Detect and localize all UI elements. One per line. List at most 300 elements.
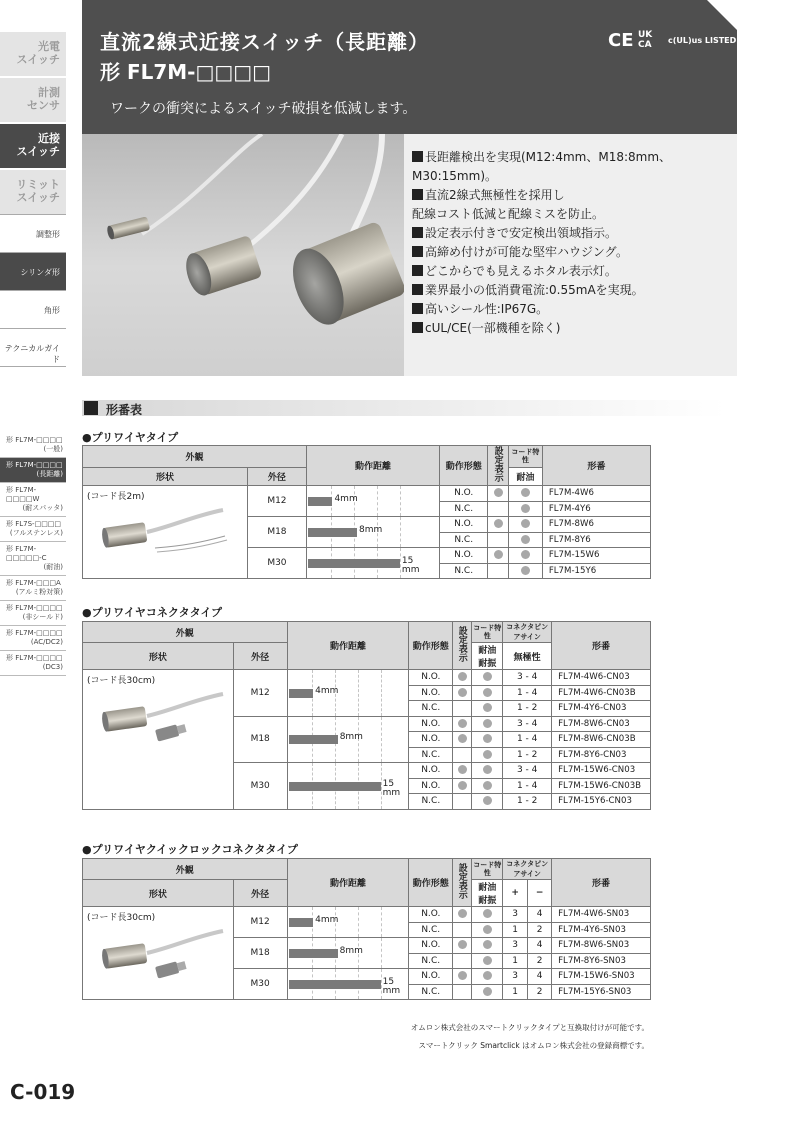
table-body (83, 907, 651, 1000)
ce-mark-icon: CE (608, 30, 634, 51)
plus-pin-cell: 3 (503, 907, 528, 923)
model-cell: FL7M-8Y6-SN03 (552, 953, 651, 969)
feature-text: 高締め付けが可能な堅牢ハウジング。 (425, 245, 628, 259)
header-setting-display-text: 設定表示 (456, 626, 467, 662)
header-setting-display (488, 446, 509, 486)
bullet-square-icon (412, 227, 423, 238)
subcategory-cylinder[interactable]: シリンダ形 (0, 253, 66, 291)
oil-cell (472, 938, 503, 954)
subcategory-square[interactable]: 角形 (0, 291, 66, 329)
header-mode: 動作形態 (409, 859, 453, 907)
shape-cell (83, 670, 234, 810)
model-nav-note: (フルステンレス) (9, 529, 63, 537)
model-nav-model: 形 FL7M-□□□□ (6, 436, 63, 444)
cord-length-note: (コード長2m) (87, 492, 145, 502)
header-oil: 耐油 耐振 (472, 880, 503, 907)
model-nav-note: (一般) (43, 445, 63, 453)
model-nav-item[interactable] (0, 651, 66, 676)
available-dot-icon (483, 940, 492, 949)
mode-cell: N.C. (440, 501, 488, 517)
mode-cell: N.O. (409, 778, 453, 794)
header-cord-props: コード特性 (472, 859, 503, 880)
feature-item (412, 224, 737, 243)
model-nav-note: (AC/DC2) (30, 638, 63, 646)
header-shape: 形状 (83, 880, 234, 907)
table-title-prewire: ●プリワイヤタイプ (82, 431, 179, 444)
model-index (0, 433, 66, 676)
header-diameter: 外径 (233, 643, 287, 670)
pins-cell: 3 - 4 (503, 670, 552, 686)
category-tabs (0, 32, 66, 216)
bullet-square-icon (412, 265, 423, 276)
grid-line (381, 907, 382, 937)
feature-text: 業界最小の低消費電流:0.55mAを実現。 (425, 283, 644, 297)
section-heading (82, 400, 726, 416)
table-row (83, 907, 651, 923)
grid-line (400, 548, 401, 578)
table-title-quicklock: ●プリワイヤクイックロックコネクタタイプ (82, 843, 298, 856)
setting-display-cell (488, 486, 509, 502)
section-marker-icon (84, 401, 98, 415)
model-cell: FL7M-8Y6-CN03 (552, 747, 651, 763)
header-nonpolar: 無極性 (503, 643, 552, 670)
model-table-prewire (82, 445, 651, 579)
oil-cell (472, 701, 503, 717)
feature-item (412, 319, 737, 338)
model-nav-item[interactable] (0, 542, 66, 576)
grid-line (381, 670, 382, 716)
setting-display-cell (488, 548, 509, 564)
model-nav-item[interactable] (0, 483, 66, 517)
available-dot-icon (494, 550, 503, 559)
model-cell: FL7M-15Y6-CN03 (552, 794, 651, 810)
distance-cell (287, 907, 409, 938)
table-title-prewire-connector: ●プリワイヤコネクタタイプ (82, 606, 223, 619)
feature-text: 設定表示付きで安定検出領域指示。 (425, 226, 618, 240)
header-distance: 動作距離 (287, 859, 409, 907)
model-nav-note: (アルミ粉対策) (15, 588, 63, 596)
available-dot-icon (483, 750, 492, 759)
plus-pin-cell: 1 (503, 984, 528, 1000)
diameter-cell: M30 (233, 763, 287, 810)
header-diameter: 外径 (233, 880, 287, 907)
header-model: 形番 (552, 859, 651, 907)
distance-cell (287, 670, 409, 717)
setting-display-cell (488, 501, 509, 517)
available-dot-icon (521, 488, 530, 497)
header-connector-pins: コネクタピンアサイン (503, 859, 552, 880)
model-cell: FL7M-8W6 (542, 517, 650, 533)
available-dot-icon (483, 971, 492, 980)
distance-bar (308, 497, 333, 506)
category-tab-photoelectric[interactable]: 光電 スイッチ (0, 32, 66, 76)
distance-cell (306, 548, 439, 579)
model-table-quicklock (82, 858, 651, 1000)
minus-pin-cell: 2 (528, 922, 552, 938)
available-dot-icon (483, 781, 492, 790)
grid-line (358, 907, 359, 937)
diameter-cell: M18 (247, 517, 306, 548)
model-cell: FL7M-15W6-CN03B (552, 778, 651, 794)
section-title: 形番表 (106, 403, 143, 417)
feature-item (412, 186, 737, 224)
setting-display-cell (453, 984, 472, 1000)
bullet-square-icon (412, 189, 423, 200)
mode-cell: N.O. (409, 763, 453, 779)
oil-cell (472, 778, 503, 794)
oil-cell (472, 732, 503, 748)
feature-item (412, 281, 737, 300)
oil-cell (508, 548, 542, 564)
distance-bar (289, 782, 381, 791)
header-setting-display-text: 設定表示 (456, 863, 467, 899)
mode-cell: N.C. (440, 532, 488, 548)
header-row (83, 446, 651, 468)
model-nav-model: 形 FL7M-□□□□W (6, 486, 40, 503)
feature-text: どこからでも見えるホタル表示灯。 (425, 264, 617, 278)
oil-cell (472, 670, 503, 686)
model-table-prewire-connector (82, 621, 651, 810)
table-head (83, 622, 651, 670)
available-dot-icon (458, 940, 467, 949)
model-cell: FL7M-8W6-SN03 (552, 938, 651, 954)
mode-cell: N.C. (409, 701, 453, 717)
bullet-square-icon (412, 322, 423, 333)
mode-cell: N.C. (440, 563, 488, 579)
available-dot-icon (483, 672, 492, 681)
oil-cell (472, 969, 503, 985)
available-dot-icon (483, 956, 492, 965)
available-dot-icon (458, 781, 467, 790)
header-shape: 形状 (83, 643, 234, 670)
model-cell: FL7M-4W6-CN03 (552, 670, 651, 686)
available-dot-icon (483, 688, 492, 697)
available-dot-icon (521, 535, 530, 544)
diameter-cell: M30 (233, 969, 287, 1000)
available-dot-icon (494, 519, 503, 528)
mode-cell: N.O. (440, 548, 488, 564)
oil-cell (508, 486, 542, 502)
model-cell: FL7M-8Y6 (542, 532, 650, 548)
mode-cell: N.O. (409, 670, 453, 686)
oil-cell (472, 922, 503, 938)
model-nav-note: (DC3) (42, 663, 63, 671)
mode-cell: N.C. (409, 984, 453, 1000)
minus-pin-cell: 2 (528, 953, 552, 969)
sensor-photo-illustration (82, 134, 404, 376)
header-plus: + (503, 880, 528, 907)
diameter-cell: M18 (233, 716, 287, 763)
model-cell: FL7M-15W6 (542, 548, 650, 564)
shape-cell (83, 907, 234, 1000)
pins-cell: 1 - 2 (503, 794, 552, 810)
setting-display-cell (453, 670, 472, 686)
distance-label: 8mm (339, 946, 363, 956)
mode-cell: N.O. (409, 685, 453, 701)
oil-cell (472, 685, 503, 701)
table-row (83, 486, 651, 502)
distance-bar (308, 559, 400, 568)
table-body (83, 670, 651, 810)
grid-line (381, 938, 382, 968)
distance-label: 8mm (358, 525, 383, 535)
model-cell: FL7M-4W6-CN03B (552, 685, 651, 701)
grid-line (358, 670, 359, 716)
cord-length-note: (コード長30cm) (87, 913, 156, 923)
oil-cell (472, 984, 503, 1000)
pins-cell: 3 - 4 (503, 716, 552, 732)
pins-cell: 1 - 4 (503, 732, 552, 748)
model-nav-model: 形 FL7M-□□□□ (6, 604, 63, 612)
oil-cell (472, 763, 503, 779)
table-head (83, 859, 651, 907)
model-cell: FL7M-4Y6 (542, 501, 650, 517)
oil-cell (508, 563, 542, 579)
model-cell: FL7M-4W6 (542, 486, 650, 502)
mode-cell: N.O. (440, 517, 488, 533)
model-nav-model: 形 FL7M-□□□□ (6, 461, 63, 469)
setting-display-cell (453, 747, 472, 763)
header-setting-display (453, 859, 472, 907)
pins-cell: 1 - 2 (503, 747, 552, 763)
pins-cell: 3 - 4 (503, 763, 552, 779)
model-nav-item[interactable] (0, 601, 66, 626)
header-shape: 形状 (83, 467, 248, 485)
model-cell: FL7M-4Y6-SN03 (552, 922, 651, 938)
setting-display-cell (453, 778, 472, 794)
distance-label: 8mm (339, 732, 363, 743)
minus-pin-cell: 4 (528, 969, 552, 985)
model-nav-model: 形 FL7M-□□□A (6, 579, 61, 587)
feature-text: cUL/CE(一部機種を除く) (425, 321, 561, 335)
diameter-cell: M12 (247, 486, 306, 517)
distance-label: 4mm (334, 494, 358, 504)
bullet-square-icon (412, 284, 423, 295)
grid-line (381, 717, 382, 763)
mode-cell: N.O. (409, 716, 453, 732)
model-nav-model: 形 FL7M-□□□□ (6, 654, 63, 662)
available-dot-icon (483, 925, 492, 934)
model-cell: FL7M-4W6-SN03 (552, 907, 651, 923)
oil-cell (472, 794, 503, 810)
cord-length-note: (コード長30cm) (87, 676, 156, 686)
bullet-square-icon (412, 303, 423, 314)
header-appearance: 外観 (83, 446, 307, 468)
setting-display-cell (453, 969, 472, 985)
model-nav-item[interactable] (0, 433, 66, 458)
available-dot-icon (521, 550, 530, 559)
model-nav-item[interactable] (0, 517, 66, 542)
distance-bar (289, 980, 381, 989)
available-dot-icon (483, 703, 492, 712)
setting-display-cell (488, 532, 509, 548)
mode-cell: N.O. (409, 732, 453, 748)
setting-display-cell (488, 563, 509, 579)
diameter-cell: M12 (233, 670, 287, 717)
header-oil: 耐油 (508, 467, 542, 485)
header-setting-display-text: 設定表示 (492, 446, 503, 482)
model-nav-model: 形 FL7M-□□□□□-C (6, 545, 47, 562)
mode-cell: N.C. (409, 953, 453, 969)
category-tab-proximity[interactable]: 近接 スイッチ (0, 124, 66, 168)
header-distance: 動作距離 (287, 622, 409, 670)
mode-cell: N.C. (409, 922, 453, 938)
grid-line (400, 517, 401, 547)
distance-label: 15 mm (382, 778, 401, 798)
available-dot-icon (521, 504, 530, 513)
setting-display-cell (453, 953, 472, 969)
header-appearance: 外観 (83, 859, 288, 880)
distance-cell (287, 716, 409, 763)
footnote-compatibility: オムロン株式会社のスマートクリックタイプと互換取付けが可能です。 (410, 1023, 649, 1032)
sensor-thumbnail (93, 692, 233, 762)
header-minus: − (528, 880, 552, 907)
plus-pin-cell: 1 (503, 922, 528, 938)
setting-display-cell (453, 794, 472, 810)
oil-cell (508, 532, 542, 548)
plus-pin-cell: 3 (503, 969, 528, 985)
grid-line (381, 969, 382, 999)
distance-label: 4mm (315, 915, 339, 925)
header-appearance: 外観 (83, 622, 288, 643)
grid-line (381, 763, 382, 809)
grid-line (377, 486, 378, 516)
distance-label: 15 mm (401, 556, 420, 575)
table-body (83, 486, 651, 579)
plus-pin-cell: 1 (503, 953, 528, 969)
model-nav-item[interactable] (0, 458, 66, 483)
header-model: 形番 (552, 622, 651, 670)
available-dot-icon (494, 488, 503, 497)
available-dot-icon (483, 719, 492, 728)
available-dot-icon (521, 519, 530, 528)
table-head (83, 446, 651, 486)
distance-cell (287, 969, 409, 1000)
available-dot-icon (458, 688, 467, 697)
model-cell: FL7M-15Y6-SN03 (552, 984, 651, 1000)
distance-cell (287, 938, 409, 969)
pins-cell: 1 - 4 (503, 685, 552, 701)
available-dot-icon (483, 765, 492, 774)
mode-cell: N.O. (409, 969, 453, 985)
pins-cell: 1 - 4 (503, 778, 552, 794)
available-dot-icon (458, 909, 467, 918)
oil-cell (472, 716, 503, 732)
diameter-cell: M12 (233, 907, 287, 938)
feature-list (404, 134, 737, 376)
feature-text: 高いシール性:IP67G。 (425, 302, 549, 316)
header-model: 形番 (542, 446, 650, 486)
available-dot-icon (483, 734, 492, 743)
grid-line (400, 486, 401, 516)
pins-cell: 1 - 2 (503, 701, 552, 717)
page-header (82, 0, 737, 134)
shape-cell (83, 486, 248, 579)
model-nav-note: (長距離) (36, 470, 63, 478)
header-cord-props: コード特性 (472, 622, 503, 643)
distance-bar (289, 949, 338, 958)
feature-item (412, 243, 737, 262)
header-row (83, 859, 651, 880)
minus-pin-cell: 2 (528, 984, 552, 1000)
mode-cell: N.C. (409, 747, 453, 763)
oil-cell (472, 953, 503, 969)
bullet-square-icon (412, 151, 423, 162)
distance-bar (289, 689, 314, 698)
distance-bar (308, 528, 357, 537)
footnote-trademark: スマートクリック Smartclick はオムロン株式会社の登録商標です。 (418, 1041, 649, 1050)
category-tab-limit[interactable]: リミット スイッチ (0, 170, 66, 214)
minus-pin-cell: 4 (528, 938, 552, 954)
oil-cell (508, 517, 542, 533)
model-nav-model: 形 FL7S-□□□□ (6, 520, 62, 528)
subcategory-tabs (0, 214, 66, 367)
sensor-thumbnail (93, 508, 233, 578)
available-dot-icon (483, 796, 492, 805)
bullet-square-icon (412, 246, 423, 257)
oil-cell (472, 907, 503, 923)
setting-display-cell (453, 763, 472, 779)
distance-cell (306, 486, 439, 517)
category-tab-measurement[interactable]: 計測 センサ (0, 78, 66, 122)
available-dot-icon (458, 719, 467, 728)
available-dot-icon (458, 971, 467, 980)
available-dot-icon (458, 672, 467, 681)
setting-display-cell (453, 907, 472, 923)
model-cell: FL7M-4Y6-CN03 (552, 701, 651, 717)
feature-item (412, 148, 737, 186)
table-row (83, 670, 651, 686)
feature-item (412, 262, 737, 281)
ukca-mark-icon: UK CA (638, 30, 653, 50)
feature-item (412, 300, 737, 319)
model-nav-item[interactable] (0, 626, 66, 651)
model-nav-item[interactable] (0, 576, 66, 601)
distance-cell (287, 763, 409, 810)
available-dot-icon (483, 987, 492, 996)
header-mode: 動作形態 (409, 622, 453, 670)
model-title: 形 FL7M-□□□□ (100, 60, 272, 84)
mode-cell: N.C. (409, 794, 453, 810)
header-distance: 動作距離 (306, 446, 439, 486)
available-dot-icon (458, 734, 467, 743)
sensor-thumbnail (93, 929, 233, 999)
model-cell: FL7M-15Y6 (542, 563, 650, 579)
page-number: C-019 (10, 1080, 76, 1104)
setting-display-cell (453, 685, 472, 701)
header-connector-pins: コネクタピンアサイン (503, 622, 552, 643)
distance-label: 4mm (315, 685, 339, 696)
header-oil: 耐油 耐振 (472, 643, 503, 670)
distance-label: 15 mm (382, 977, 401, 996)
cul-mark-icon: c(UL)us LISTED (668, 36, 737, 45)
model-cell: FL7M-15W6-SN03 (552, 969, 651, 985)
distance-cell (306, 517, 439, 548)
subcategory-adjustable[interactable]: 調整形 (0, 215, 66, 253)
header-mode: 動作形態 (440, 446, 488, 486)
model-nav-note: (耐スパッタ) (22, 504, 63, 512)
subcategory-technical-guide[interactable]: テクニカルガイド (0, 329, 66, 367)
setting-display-cell (453, 732, 472, 748)
model-cell: FL7M-15W6-CN03 (552, 763, 651, 779)
setting-display-cell (488, 517, 509, 533)
mode-cell: N.O. (409, 938, 453, 954)
plus-pin-cell: 3 (503, 938, 528, 954)
available-dot-icon (483, 909, 492, 918)
available-dot-icon (458, 765, 467, 774)
setting-display-cell (453, 938, 472, 954)
mode-cell: N.O. (409, 907, 453, 923)
